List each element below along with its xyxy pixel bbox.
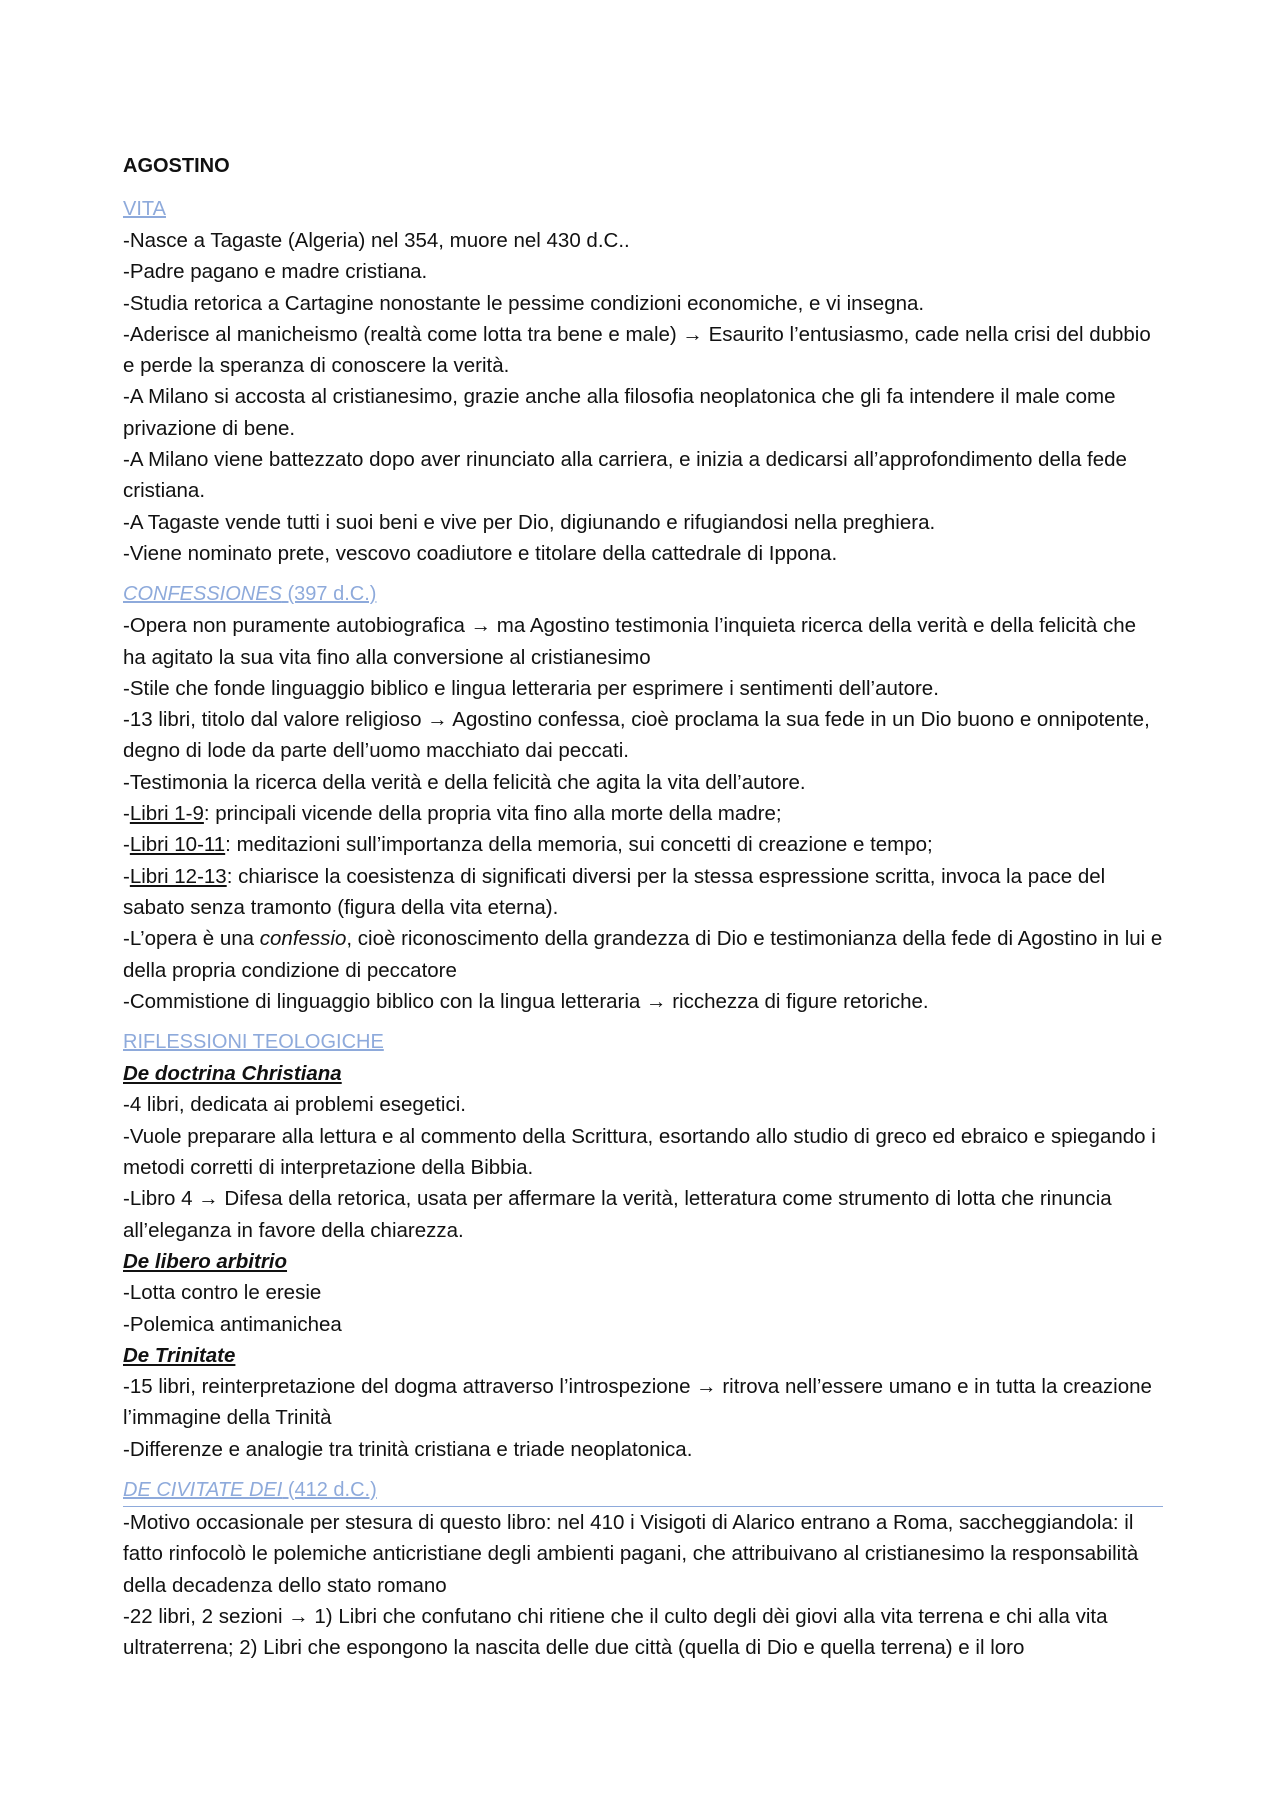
confessiones-date: (397 d.C.)	[281, 583, 377, 606]
vita-line: -A Milano si accosta al cristianesimo, grazie anche alla filosofia neoplatonica che gli fa intendere il male come privazione di bene.	[123, 385, 1116, 440]
trinitate-line: -15 libri, reinterpretazione del dogma attraverso l’introspezione → ritrova nell’essere umano e in tutta la creazione l’immagine della Trinità	[123, 1375, 1152, 1430]
libri-label: Libri 1-9	[129, 802, 204, 826]
section-riflessioni	[123, 1027, 1163, 1465]
confessiones-line: -Opera non puramente autobiografica → ma Agostino testimonia l’inquieta ricerca della verità e della felicità che ha agitato la sua vita fino alla conversione al cristianesimo	[123, 614, 1137, 669]
subheading-de-libero-arbitrio: De libero arbitrio	[123, 1249, 288, 1273]
libri-line	[123, 829, 1163, 860]
civitate-line: -22 libri, 2 sezioni → 1) Libri che confutano chi ritiene che il culto degli dèi giovi alla vita terrena e chi alla vita ultraterrena; 2) Libri che espongono la nascita delle due città (quella di Dio e quella terrena) e il loro	[123, 1604, 1108, 1660]
subheading-de-doctrina: De doctrina Christiana	[123, 1062, 342, 1086]
libri-line	[123, 861, 1163, 924]
libri-text: : principali vicende della propria vita fino alla morte della madre;	[203, 802, 782, 826]
arbitrio-line: -Lotta contro le eresie	[123, 1281, 322, 1305]
libri-text: : chiarisce la coesistenza di significati diversi per la stessa espressione scritta, invoca la pace del sabato senza tramonto (figura della vita eterna).	[123, 864, 1106, 919]
confessio-line	[123, 923, 1163, 986]
libri-label: Libri 10-11	[129, 833, 226, 857]
confessiones-line: -Commistione di linguaggio biblico con la lingua letteraria → ricchezza di figure retoriche.	[123, 989, 929, 1013]
confessio-before: -L’opera è una	[123, 927, 260, 951]
doctrina-line: -Libro 4 → Difesa della retorica, usata per affermare la verità, letteratura come strumento di lotta che rinuncia all’eleganza in favore della chiarezza.	[123, 1187, 1112, 1242]
vita-line: -A Milano viene battezzato dopo aver rinunciato alla carriera, e inizia a dedicarsi all’approfondimento della fede cristiana.	[123, 448, 1127, 503]
doctrina-line: -Vuole preparare alla lettura e al commento della Scrittura, esortando allo studio di greco ed ebraico e spiegando i metodi corretti di interpretazione della Bibbia.	[123, 1124, 1156, 1180]
vita-line: -A Tagaste vende tutti i suoi beni e vive per Dio, digiunando e rifugiandosi nella preghiera.	[123, 510, 936, 534]
libri-line	[123, 798, 1163, 829]
libri-prefix: -	[123, 833, 130, 857]
section-heading-vita: VITA	[123, 198, 166, 220]
vita-line: -Studia retorica a Cartagine nonostante le pessime condizioni economiche, e vi insegna.	[123, 291, 925, 315]
section-heading-confessiones	[123, 579, 1163, 610]
section-de-civitate-dei	[123, 1475, 1163, 1663]
doctrina-line: -4 libri, dedicata ai problemi esegetici.	[123, 1093, 466, 1117]
vita-line: -Nasce a Tagaste (Algeria) nel 354, muore nel 430 d.C..	[123, 229, 630, 252]
vita-line: -Viene nominato prete, vescovo coadiutore e titolare della cattedrale di Ippona.	[123, 541, 838, 565]
subheading-de-trinitate: De Trinitate	[123, 1343, 236, 1367]
libri-text: : meditazioni sull’importanza della memoria, sui concetti di creazione e tempo;	[225, 833, 933, 857]
section-vita	[123, 194, 1163, 569]
libri-prefix: -	[123, 802, 130, 826]
confessiones-line: -13 libri, titolo dal valore religioso → Agostino confessa, cioè proclama la sua fede in un Dio buono e onnipotente, degno di lode da parte dell’uomo macchiato dai peccati.	[123, 708, 1150, 763]
libri-label: Libri 12-13	[129, 864, 227, 888]
vita-line: -Aderisce al manicheismo (realtà come lotta tra bene e male) → Esaurito l’entusiasmo, cade nella crisi del dubbio e perde la speranza di conoscere la verità.	[123, 322, 1151, 378]
section-confessiones	[123, 579, 1163, 1017]
trinitate-line: -Differenze e analogie tra trinità cristiana e triade neoplatonica.	[123, 1437, 693, 1461]
section-heading-riflessioni: RIFLESSIONI TEOLOGICHE	[123, 1031, 384, 1054]
confessio-word: confessio	[259, 927, 347, 951]
civitate-line: -Motivo occasionale per stesura di questo libro: nel 410 i Visigoti di Alarico entrano a Roma, saccheggiandola: il fatto rinfocolò le polemiche anticristiane degli ambienti pagani, che attribuivano al cristianesimo la responsabilità della decadenza dello stato romano	[123, 1510, 1139, 1597]
confessiones-line: -Testimonia la ricerca della verità e della felicità che agita la vita dell’autore.	[123, 770, 806, 794]
libri-prefix: -	[123, 864, 130, 888]
confessio-after: , cioè riconoscimento della grandezza di Dio e testimonianza della fede di Agostino in lui e della propria condizione di peccatore	[123, 927, 1163, 982]
civitate-title: DE CIVITATE DEI	[123, 1478, 283, 1501]
vita-line: -Padre pagano e madre cristiana.	[123, 260, 428, 284]
section-heading-civitate	[123, 1475, 1163, 1507]
confessiones-title: CONFESSIONES	[123, 583, 282, 606]
civitate-date: (412 d.C.)	[282, 1478, 377, 1501]
confessiones-line: -Stile che fonde linguaggio biblico e lingua letteraria per esprimere i sentimenti dell’autore.	[123, 676, 939, 700]
arbitrio-line: -Polemica antimanichea	[123, 1312, 342, 1336]
document-page	[123, 150, 1163, 1663]
document-title: AGOSTINO	[123, 155, 230, 177]
